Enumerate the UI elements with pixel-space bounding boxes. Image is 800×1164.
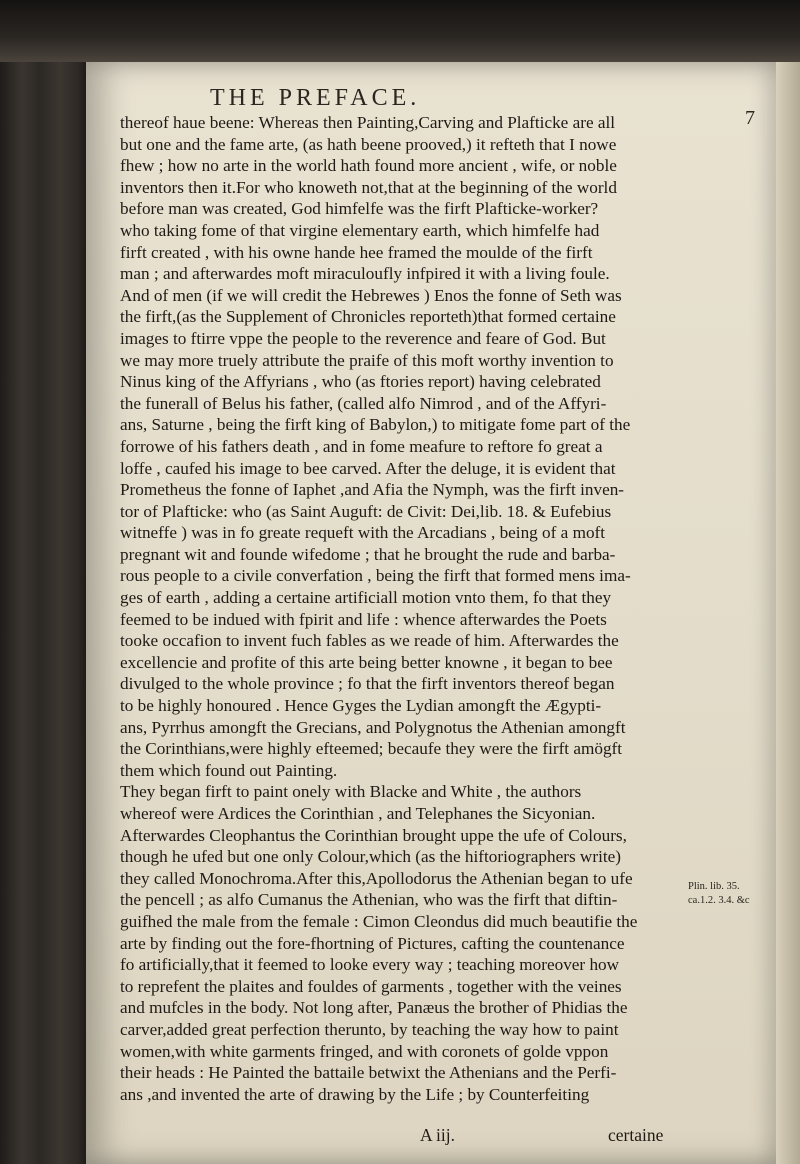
catchword: certaine xyxy=(608,1125,664,1145)
margin-note-line: ca.1.2. 3.4. &c xyxy=(688,895,750,906)
text-line: images to ftirre vppe the people to the reverence and feare of God. But xyxy=(120,328,606,348)
text-line: ges of earth , adding a certaine artificiall motion vnto them, fo that they xyxy=(120,588,612,608)
text-line: fhew ; how no arte in the world hath found more ancient , wife, or noble xyxy=(120,156,617,176)
text-line: thereof haue beene: Whereas then Painting,Carving and Plafticke are all xyxy=(120,113,616,132)
text-line: They began firft to paint onely with Blacke and White , the authors xyxy=(120,782,582,802)
text-line: to reprefent the plaites and fouldes of garments , together with the veines xyxy=(120,976,622,996)
text-line: inventors then it.For who knoweth not,that at the beginning of the world xyxy=(120,177,617,197)
text-line: excellencie and profite of this arte being better knowne , it began to bee xyxy=(120,652,613,672)
text-line: tooke occafion to invent fuch fables as we reade of him. Afterwardes the xyxy=(120,631,619,651)
text-line: their heads : He Painted the battaile betwixt the Athenians and the Perfi- xyxy=(120,1063,617,1083)
text-line: who taking fome of that virgine elementary earth, which himfelfe had xyxy=(120,220,600,240)
book-top-edge xyxy=(0,0,800,62)
text-line: the funerall of Belus his father, (called alfo Nimrod , and of the Affyri- xyxy=(120,393,607,413)
text-line: guifhed the male from the female : Cimon Cleondus did much beautifie the xyxy=(120,911,638,931)
text-line: rous people to a civile converfation , being the firft that formed mens ima- xyxy=(120,566,631,586)
text-line: arte by finding out the fore-fhortning of Pictures, cafting the countenance xyxy=(120,933,625,953)
text-line: ans ,and invented the arte of drawing by the Life ; by Counterfeiting xyxy=(120,1084,590,1104)
text-line: though he ufed but one only Colour,which (as the hiftoriographers write) xyxy=(120,847,621,867)
body-text xyxy=(120,112,680,1105)
text-line: And of men (if we will credit the Hebrewes ) Enos the fonne of Seth was xyxy=(120,285,622,305)
text-line: Ninus king of the Affyrians , who (as ftories report) having celebrated xyxy=(120,372,601,392)
text-line: divulged to the whole province ; fo that the firft inventors thereof began xyxy=(120,674,615,694)
running-header: THE PREFACE. xyxy=(210,85,421,111)
text-line: forrowe of his fathers death , and in fome meafure to reftore fo great a xyxy=(120,436,603,456)
text-line: women,with white garments fringed, and with coronets of golde vppon xyxy=(120,1041,609,1061)
text-line: pregnant wit and founde wifedome ; that he brought the rude and barba- xyxy=(120,544,616,564)
text-line: the firft,(as the Supplement of Chronicles reporteth)that formed certaine xyxy=(120,307,616,327)
text-line: them which found out Painting. xyxy=(120,760,338,780)
text-line: feemed to be indued with fpirit and life : whence afterwardes the Poets xyxy=(120,609,607,629)
signature-mark: A iij. xyxy=(420,1125,456,1145)
text-line: they called Monochroma.After this,Apollodorus the Athenian began to ufe xyxy=(120,868,633,888)
text-line: before man was created, God himfelfe was the firft Plafticke-worker? xyxy=(120,199,599,219)
text-line: the Corinthians,were highly efteemed; becaufe they were the firft amögft xyxy=(120,739,623,759)
text-line: firft created , with his owne hande hee framed the moulde of the firft xyxy=(120,242,593,262)
text-line: ans, Pyrrhus amongft the Grecians, and Polygnotus the Athenian amongft xyxy=(120,717,626,737)
text-line: fo artificially,that it feemed to looke every way ; teaching moreover how xyxy=(120,955,620,975)
text-line: ans, Saturne , being the firft king of Babylon,) to mitigate fome part of the xyxy=(120,415,631,435)
page-number: 7 xyxy=(745,107,755,129)
text-line: the pencell ; as alfo Cumanus the Athenian, who was the firft that diftin- xyxy=(120,890,618,910)
book-right-edge xyxy=(776,62,800,1164)
text-line: Afterwardes Cleophantus the Corinthian brought uppe the ufe of Colours, xyxy=(120,825,627,845)
text-line: we may more truely attribute the praife of this moft worthy invention to xyxy=(120,350,614,370)
text-line: and mufcles in the body. Not long after, Panæus the brother of Phidias the xyxy=(120,998,628,1018)
text-line: whereof were Ardices the Corinthian , and Telephanes the Sicyonian. xyxy=(120,804,596,823)
text-line: witneffe ) was in fo greate requeft with the Arcadians , being of a moft xyxy=(120,523,606,543)
margin-note xyxy=(688,880,794,908)
text-line: but one and the fame arte, (as hath beene prooved,) it refteth that I nowe xyxy=(120,134,617,154)
margin-note-line: Plin. lib. 35. xyxy=(688,881,740,892)
text-line: tor of Plafticke: who (as Saint Auguft: de Civit: Dei,lib. 18. & Eufebius xyxy=(120,501,612,521)
text-line: loffe , caufed his image to bee carved. After the deluge, it is evident that xyxy=(120,458,616,478)
text-line: man ; and afterwardes moft miraculoufly infpired it with a living foule. xyxy=(120,264,610,284)
text-line: Prometheus the fonne of Iaphet ,and Afia the Nymph, was the firft inven- xyxy=(120,480,625,500)
text-line: to be highly honoured . Hence Gyges the Lydian amongft the Ægypti- xyxy=(120,696,602,716)
text-line: carver,added great perfection therunto, by teaching the way how to paint xyxy=(120,1019,619,1039)
